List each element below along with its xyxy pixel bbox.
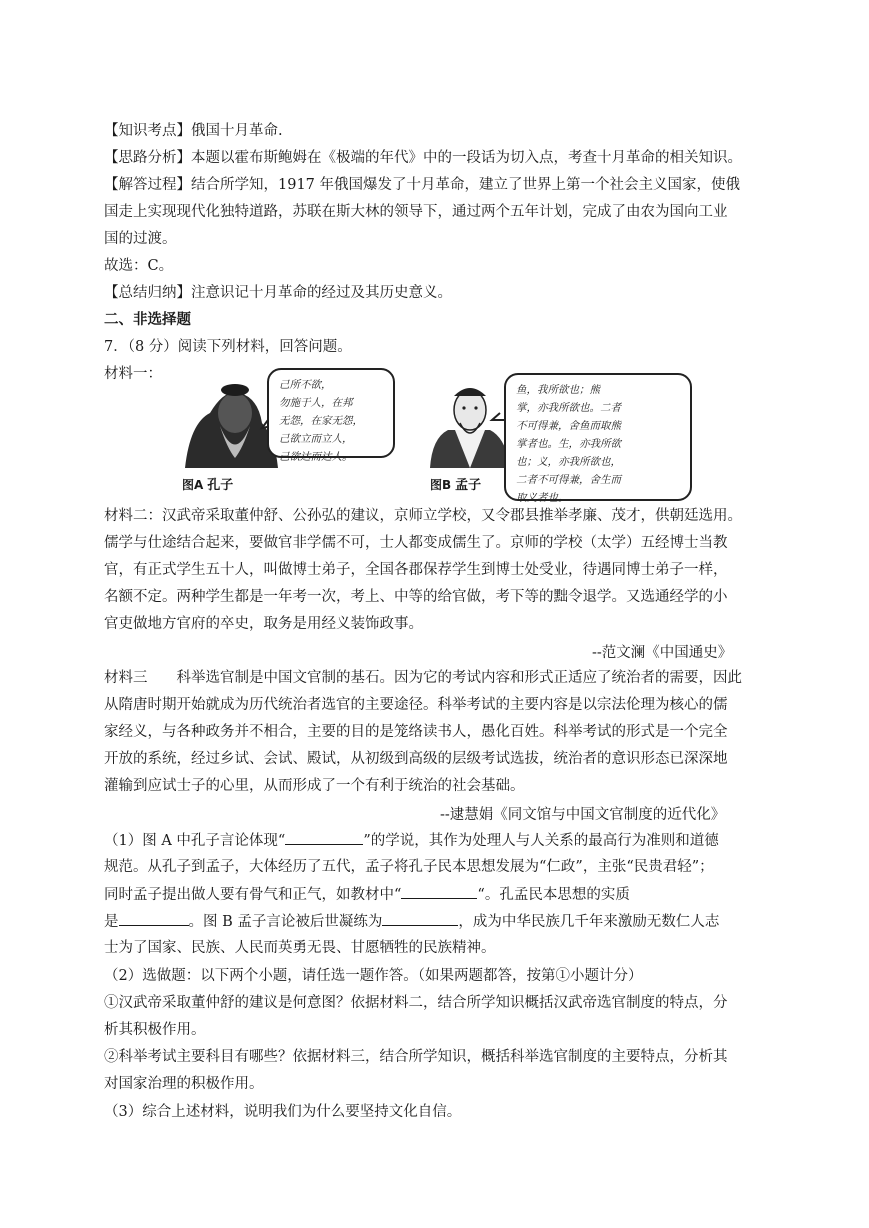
question-1-line-4	[104, 911, 719, 932]
material-3-line-5: 灌输到应试士子的心里，从而形成了一个有利于统治的社会基础。	[104, 778, 525, 794]
mencius-portrait	[430, 388, 510, 468]
material-3-line-2: 从隋唐时期开始就成为历代统治者选官的主要途径。科举考试的主要内容是以宗法伦理为核心的儒	[104, 697, 728, 713]
confucius-speech-bubble: 己所不欲， 勿施于人，在邦 无怨，在家无怨， 己欲立而立人， 己欲达而达人。	[267, 368, 395, 458]
q1-text-g: ，成为中华民族几千年来激励无数仁人志	[458, 914, 720, 930]
q1-text-c: 同时孟子提出做人要有骨气和正气，如教材中“	[104, 887, 402, 903]
figure-a-name: 孔子	[207, 478, 234, 493]
material-3-line-1: 材料三 科举选官制是中国文官制的基石。因为它的考试内容和形式正适应了统治者的需要，因此	[104, 670, 742, 686]
material-2-line-3: 官，有正式学生五十人，叫做博士弟子，全国各郡保荐学生到博士处受业，待遇同博士弟子一样，	[104, 562, 728, 578]
answer-choice: 故选：C。	[104, 258, 174, 274]
question-2-line-2: ①汉武帝采取董仲舒的建议是何意图？依据材料二，结合所学知识概括汉武帝选官制度的特点，分	[104, 995, 728, 1011]
q1-text-b: ”的学说，其作为处理人与人关系的最高行为准则和道德	[363, 833, 719, 849]
q1-text-f: 。图 B 孟子言论被后世凝练为	[188, 914, 383, 930]
material-1-label: 材料一：	[104, 366, 162, 382]
process-line-2: 国走上实现现代化独特道路，苏联在斯大林的领导下，通过两个五年计划，完成了由农为国向工业	[104, 204, 728, 220]
question-7-intro: 7．（8 分）阅读下列材料，回答问题。	[104, 339, 352, 355]
figure-a-caption	[182, 474, 233, 493]
material-2-line-1: 材料二：汉武帝采取董仲舒、公孙弘的建议，京师立学校，又令郡县推举孝廉、茂才，供朝廷选用。	[104, 508, 742, 524]
mencius-speech-bubble: 鱼，我所欲也；熊 掌，亦我所欲也。二者 不可得兼，舍鱼而取熊 掌者也。生，亦我所欲 也；义，亦我所欲也， 二者不可得兼，舍生而 取义者也。	[504, 373, 692, 501]
q1-text-e: 是	[104, 914, 119, 930]
q1-blank-4[interactable]	[382, 911, 458, 926]
figure-b-caption	[430, 474, 481, 493]
material-3-line-4: 开放的系统，经过乡试、会试、殿试，从初级到高级的层级考试选拔，统治者的意识形态已深深地	[104, 751, 728, 767]
knowledge-point: 【知识考点】俄国十月革命.	[104, 123, 283, 139]
question-1-line-2: 规范。从孔子到孟子，大体经历了五代，孟子将孔子民本思想发展为“仁政”，主张“民贵君轻”；	[104, 859, 714, 875]
material-3-source: --逮慧娟《同文馆与中国文官制度的近代化》	[440, 807, 726, 823]
figure-b-name: 孟子	[455, 478, 482, 493]
material-2-source: --范文澜《中国通史》	[592, 645, 733, 661]
analysis-text: 【思路分析】本题以霍布斯鲍姆在《极端的年代》中的一段话为切入点，考查十月革命的相关知识。	[104, 150, 742, 166]
question-2-line-1: （2）选做题：以下两个小题，请任选一题作答。（如果两题都答，按第①小题计分）	[104, 968, 643, 984]
material-2-line-4: 名额不定。两种学生都是一年考一次，考上、中等的给官做，考下等的黜令退学。又选通经学的小	[104, 589, 728, 605]
summary-text: 【总结归纳】注意识记十月革命的经过及其历史意义。	[104, 285, 452, 301]
figure-a-tag: 图A	[182, 478, 204, 492]
material-2-line-5: 官吏做地方官府的卒史，取务是用经义装饰政事。	[104, 616, 423, 632]
q1-blank-3[interactable]	[119, 911, 189, 926]
q1-text-d: “。孔孟民本思想的实质	[477, 887, 630, 903]
q1-blank-2[interactable]	[401, 884, 477, 899]
q1-blank-1[interactable]	[285, 830, 363, 845]
question-1-line-5: 士为了国家、民族、人民而英勇无畏、甘愿牺牲的民族精神。	[104, 940, 496, 956]
q1-text-a: （1）图 A 中孔子言论体现“	[104, 833, 286, 849]
question-1-line-1	[104, 830, 719, 851]
material-2-line-2: 儒学与仕途结合起来，要做官非学儒不可，士人都变成儒生了。京师的学校（太学）五经博士当教	[104, 535, 728, 551]
figure-b-tag: 图B	[430, 478, 452, 492]
question-2-line-5: 对国家治理的积极作用。	[104, 1076, 264, 1092]
material-1-figure	[180, 368, 700, 503]
question-3-line-1: （3）综合上述材料，说明我们为什么要坚持文化自信。	[104, 1104, 462, 1120]
process-line-1: 【解答过程】结合所学知，1917 年俄国爆发了十月革命，建立了世界上第一个社会主义国家，使俄	[104, 177, 741, 193]
question-2-line-4: ②科举考试主要科目有哪些？依据材料三，结合所学知识，概括科举选官制度的主要特点，分析其	[104, 1049, 728, 1065]
material-3-line-3: 家经义，与各种政务并不相合，主要的目的是笼络读书人，愚化百姓。科举考试的形式是一个完全	[104, 724, 728, 740]
question-1-line-3	[104, 884, 630, 905]
process-line-3: 国的过渡。	[104, 231, 177, 247]
section-heading: 二、非选择题	[104, 312, 191, 328]
question-2-line-3: 析其积极作用。	[104, 1022, 206, 1038]
